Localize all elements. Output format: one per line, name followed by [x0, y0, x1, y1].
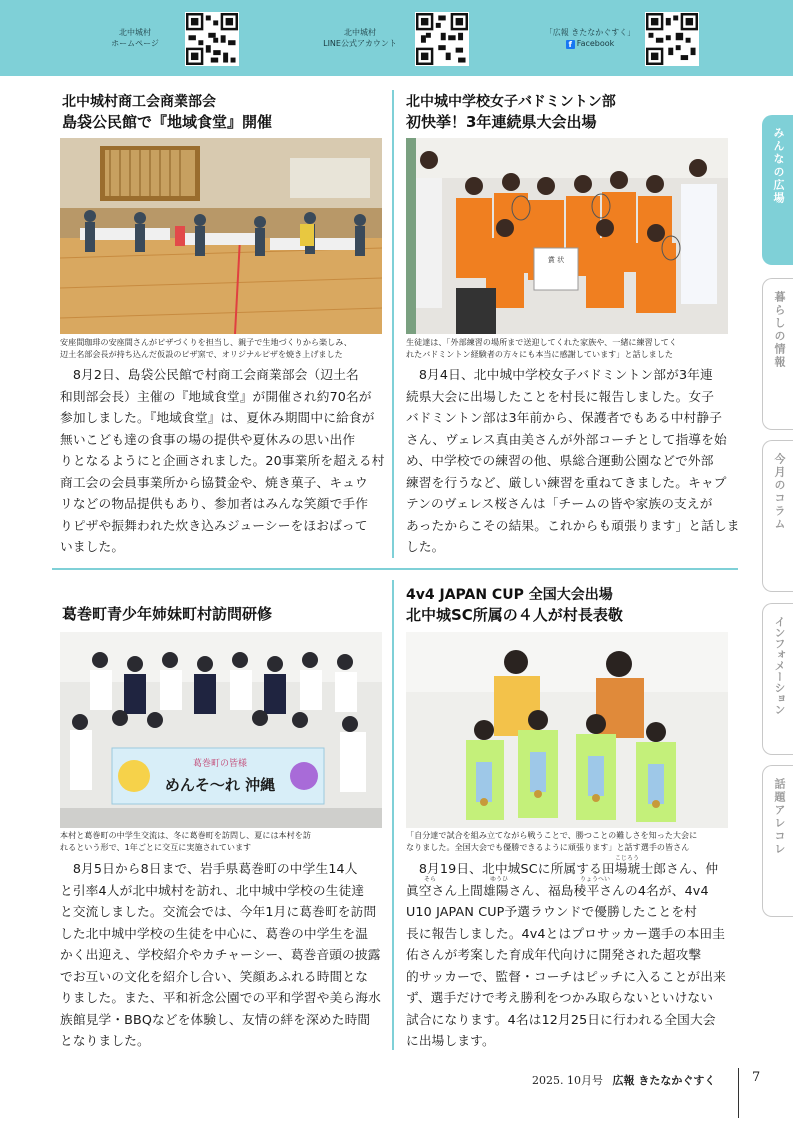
article-3-photo: [60, 632, 382, 828]
article-1-caption: 安座間珈琲の安座間さんがピザづくりを担当し、親子で生地づくりから楽しみ、 辺土名部会長が持ち込んだ仮設のピザ窯で、オリジナルピザを焼き上げました: [60, 337, 352, 359]
article-2-heading: 北中城中学校女子バドミントン部 初快挙！3年連続県大会出場: [406, 94, 616, 131]
qr-label-homepage: 北中城村 ホームページ: [111, 28, 159, 48]
article-1-body: 8月2日、島袋公民館で村商工会商業部会（辺土名 和則部会長）主催の『地域食堂』が開催され約70名が 参加しました。『地域食堂』は、夏休み期間中に給食が 無いこども達の食事の場の提供や夏休みの思い出作 りとなるようにと企画されました。20事業所を超える村 商工会の会員事業所から協賛金や、焼き菓子、キュウ リなどの物品提供もあり、参加者はみんな笑顔で手作 りピザや振舞われた炊き込みジューシーをほおばって いました。: [60, 367, 385, 554]
banner-small-text: 葛巻町の皆様: [192, 759, 248, 769]
column-divider-top: [392, 90, 394, 558]
article-4-body: 8月19日、北中城SCに所属する田場琥士郎さん、仲 眞空さん上間雄陽さん、福島稜平さんの4名が、4v4 U10 JAPAN CUP予選ラウンドで優勝したことを村 長に報告しました。4v4とはプロサッカー選手の本田圭 佑さんが考案した育成年代向けに開発された超攻撃 的サッカーで、監督・コーチはピッチに入ることが出来 ず、選手だけで考え勝利をつかみ取らないといけない 試合になります。4名は12月25日に行われる全国大会 に出場します。: [406, 861, 726, 1048]
article-4-caption: 「自分達で試合を組み立てながら戦うことで、勝つことの難しさを知った大会に なりました。全国大会でも優勝できるように頑張ります」と話す選手の皆さん: [406, 830, 698, 852]
article-4-heading: 4v4 JAPAN CUP 全国大会出場 北中城SC所属の４人が村長表敬: [406, 587, 623, 624]
qr-code-facebook[interactable]: [645, 12, 699, 66]
page-number: 7: [752, 1070, 761, 1085]
qr-label-line: 北中城村 LINE公式アカウント: [323, 28, 397, 48]
certificate-text: 賞 状: [547, 256, 565, 264]
row-divider: [52, 568, 738, 570]
header-band: [0, 0, 793, 76]
qr-label-facebook: 「広報 きたなかぐすく」 f Facebook: [544, 28, 636, 49]
article-1-heading: 北中城村商工会商業部会 島袋公民館で『地域食堂』開催: [62, 94, 273, 131]
side-tab-information[interactable]: インフォメーション: [762, 603, 793, 755]
side-tab-kurashi-no-jouhou[interactable]: 暮らしの情報: [762, 278, 793, 430]
footer-divider: [738, 1068, 739, 1118]
qr-code-homepage[interactable]: [185, 12, 239, 66]
footer-publication: 広報 きたなかぐすく: [612, 1074, 716, 1087]
article-1-photo: [60, 138, 382, 334]
ruby-sora: そら: [424, 876, 437, 883]
qr-code-line[interactable]: [415, 12, 469, 66]
facebook-icon: f: [566, 40, 575, 49]
article-2-caption: 生徒達は、「外部練習の場所まで送迎してくれた家族や、一緒に練習してく れたバドミントン経験者の方々にも本当に感謝しています」と話しました: [406, 337, 677, 359]
ruby-ryouhei: りょうへい: [580, 876, 611, 883]
ruby-kojirou: こじろう: [615, 855, 640, 862]
side-tab-wadai-arekore[interactable]: 話題アレコレ: [762, 765, 793, 917]
article-3-caption: 本村と葛巻町の中学生交流は、冬に葛巻町を訪問し、夏には本村を訪 れるという形で、1年ごとに交互に実施されています: [60, 830, 311, 852]
article-2-body: 8月4日、北中城中学校女子バドミントン部が3年連 続県大会に出場したことを村長に報告しました。女子 バドミントン部は3年前から、保護者でもある中村静子 さん、ヴェレス真由美さんが外部コーチとして指導を始 め、中学校での練習の他、県総合運動公園などで外部 練習を行うなど、厳しい練習を重ねてきました。キャプ テンのヴェレス桜さんは「チームの皆や家族の支えが あったからこその結果。これからも頑張ります」と話しま した。: [406, 367, 740, 554]
column-divider-bottom: [392, 580, 394, 1050]
banner-large-text: めんそ～れ 沖縄: [164, 776, 276, 794]
article-4-photo: [406, 632, 728, 828]
ruby-yuuhi: ゆうひ: [490, 876, 509, 883]
article-3-body: 8月5日から8日まで、岩手県葛巻町の中学生14人 と引率4人が北中城村を訪れ、北中城中学校の生徒達 と交流しました。交流会では、今年1月に葛巻町を訪問 した北中城中学校の生徒を中心に、葛巻の中学生を温 かく出迎え、学校紹介やカチャーシー、葛巻音頭の披露 でお互いの文化を紹介し合い、笑顔あふれる時間とな りました。また、平和祈念公園での平和学習や美ら海水 族館見学・BBQなどを体験し、友情の絆を深めた時間 となりました。: [60, 861, 381, 1048]
article-2-photo: [406, 138, 728, 334]
side-tab-kongetsu-no-column[interactable]: 今月のコラム: [762, 440, 793, 592]
article-3-heading: 葛巻町青少年姉妹町村訪問研修: [62, 605, 273, 623]
footer-issue: 2025. 10月号 広報 きたなかぐすく: [532, 1074, 716, 1087]
side-tab-minna-no-hiroba[interactable]: みんなの広場: [762, 115, 793, 265]
